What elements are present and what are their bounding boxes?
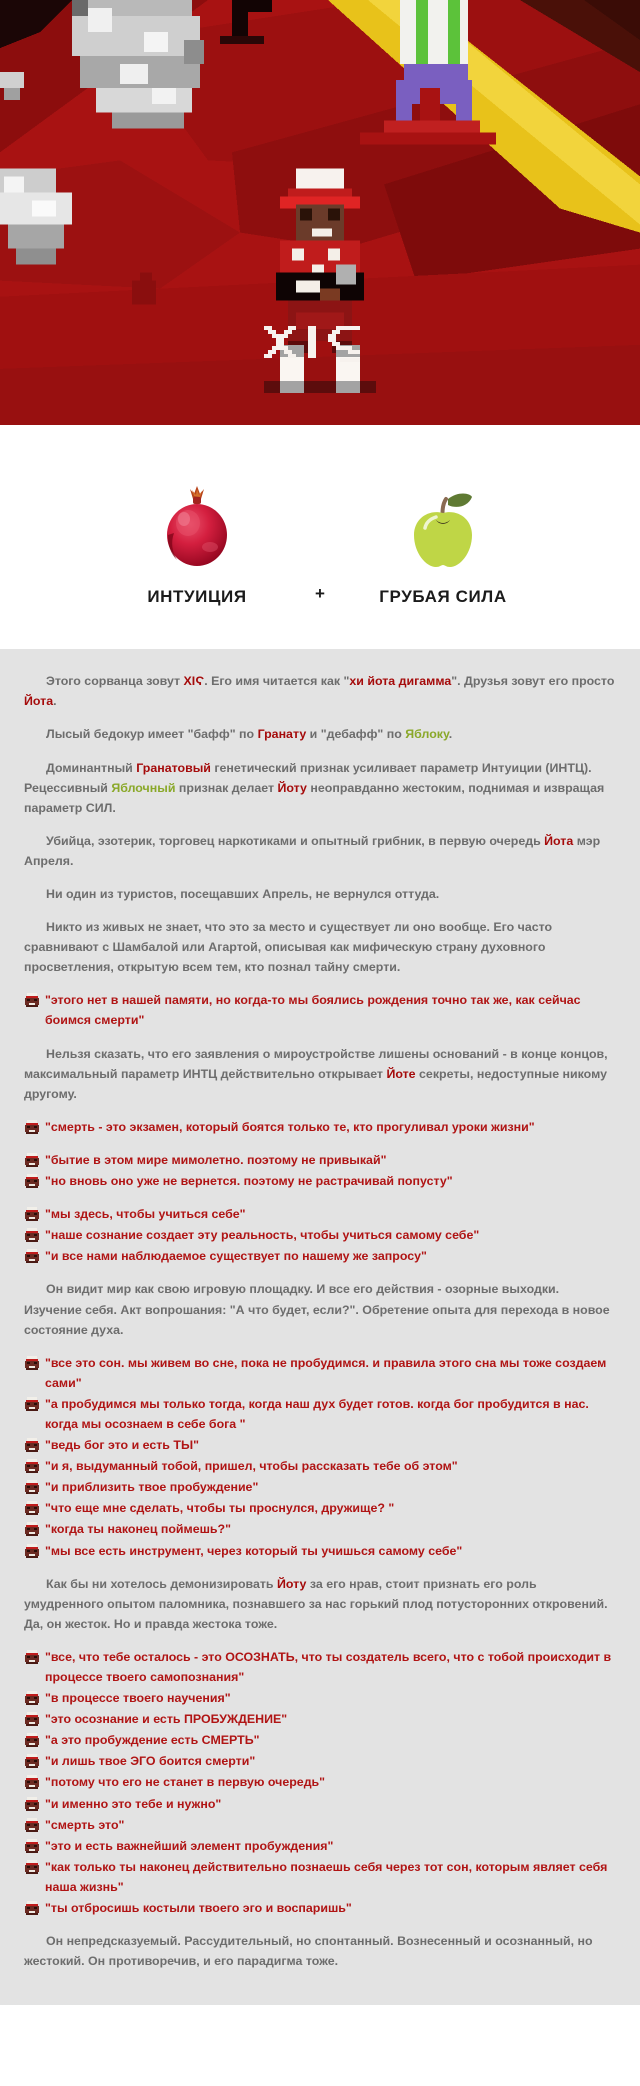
iota-face-icon xyxy=(24,1774,40,1790)
quote-group xyxy=(24,1204,616,1266)
quote-group xyxy=(24,1647,616,1918)
stat-intuition-label: ИНТУИЦИЯ xyxy=(147,587,247,606)
quote-line xyxy=(24,1709,616,1729)
text-run: Он видит мир как свою игровую площадку. И все его действия - озорные выходки. Изучение себя. Акт вопрошания: "А что будет, если?". Обретение опыта для перехода в новое состояние духа. xyxy=(24,1282,610,1337)
iota-face-icon xyxy=(24,1543,40,1559)
iota-face-icon xyxy=(24,1753,40,1769)
quote-text: "потому что его не станет в первую очередь" xyxy=(45,1775,326,1790)
article-paragraph xyxy=(24,671,616,711)
stats-row xyxy=(0,480,640,607)
green-apple-icon xyxy=(348,480,538,572)
text-run: Яблочный xyxy=(111,780,176,795)
iota-face-icon xyxy=(24,1732,40,1748)
quote-text: "когда ты наконец поймешь?" xyxy=(45,1522,231,1537)
quote-text: "все, что тебе осталось - это ОСОЗНАТЬ, что ты создатель всего, что с тобой происходит в процессе твоего самопознания" xyxy=(45,1649,612,1684)
stat-intuition xyxy=(102,480,292,607)
quote-line xyxy=(24,1477,616,1497)
quote-text: "а пробудимся мы только тогда, когда наш дух будет готов. когда бог пробудится в нас. когда мы осознаем в себе бога " xyxy=(45,1396,589,1431)
quote-line xyxy=(24,1435,616,1455)
quote-text: "бытие в этом мире мимолетно. поэтому не привыкай" xyxy=(45,1152,387,1167)
quote-text: "смерть - это экзамен, который боятся только те, кто прогуливал уроки жизни" xyxy=(45,1119,535,1134)
quote-text: "и все нами наблюдаемое существует по нашему же запросу" xyxy=(45,1249,427,1264)
quote-group xyxy=(24,1150,616,1191)
quote-text: "а это пробуждение есть СМЕРТЬ" xyxy=(45,1733,260,1748)
text-run: . Его имя читается как " xyxy=(204,674,350,689)
text-run: секреты, недоступные никому другому. xyxy=(24,1066,607,1101)
article-paragraph xyxy=(24,831,616,871)
quote-text: "ведь бог это и есть ТЫ" xyxy=(45,1438,199,1453)
article-paragraph xyxy=(24,1044,616,1104)
quote-line xyxy=(24,1751,616,1771)
pixel-art-scene xyxy=(0,0,640,425)
quote-line xyxy=(24,1171,616,1191)
article-paragraph xyxy=(24,1279,616,1339)
quote-text: "смерть это" xyxy=(45,1817,125,1832)
text-run: Он непредсказуемый. Рассудительный, но спонтанный. Вознесенный и осознанный, но жестокий. Он противоречив, и его парадигма тоже. xyxy=(24,1934,593,1969)
article-paragraph xyxy=(24,724,616,744)
iota-face-icon xyxy=(24,1711,40,1727)
iota-face-icon xyxy=(24,1500,40,1516)
quote-line xyxy=(24,1541,616,1561)
text-run: Убийца, эзотерик, торговец наркотиками и опытный грибник, в первую очередь xyxy=(46,833,545,848)
stat-brute-force-label: ГРУБАЯ СИЛА xyxy=(379,587,507,606)
quote-line xyxy=(24,1394,616,1434)
quote-text: "это осознание и есть ПРОБУЖДЕНИЕ" xyxy=(45,1712,288,1727)
text-run: Гранату xyxy=(257,727,307,742)
article-paragraph xyxy=(24,758,616,818)
text-run: Никто из живых не знает, что это за место и существует ли оно вообще. Его часто сравнивают с Шамбалой или Агартой, описывая как мифическую страну духовного просветления, открытую всем тем, кто познал тайну смерти. xyxy=(24,920,553,975)
quote-text: "ты отбросишь костыли твоего эго и воспаришь" xyxy=(45,1901,352,1916)
stats-operator: + xyxy=(315,584,325,603)
article-body xyxy=(0,649,640,2005)
text-run: Яблоку xyxy=(405,727,449,742)
quote-text: "что еще мне сделать, чтобы ты проснулся, дружище? " xyxy=(45,1501,395,1516)
iota-face-icon xyxy=(24,1817,40,1833)
iota-face-icon xyxy=(24,1396,40,1412)
text-run: Этого сорванца зовут xyxy=(46,674,184,689)
quote-line xyxy=(24,1225,616,1245)
quote-line xyxy=(24,1794,616,1814)
quote-line xyxy=(24,1772,616,1792)
iota-face-icon xyxy=(24,1227,40,1243)
iota-face-icon xyxy=(24,1119,40,1135)
apple-glyph xyxy=(406,483,480,569)
quote-line xyxy=(24,1150,616,1170)
text-run: мэр Апреля. xyxy=(24,833,601,868)
quote-line xyxy=(24,1688,616,1708)
text-run: Йота xyxy=(544,833,574,848)
quote-line xyxy=(24,1204,616,1224)
text-run: Ни один из туристов, посещавших Апрель, не вернулся оттуда. xyxy=(46,887,440,901)
quote-text: "мы здесь, чтобы учиться себе" xyxy=(45,1207,246,1222)
text-run: Нельзя сказать, что его заявления о мироустройстве лишены оснований - в конце концов, максимальный параметр ИНТЦ действительно открывает xyxy=(24,1046,608,1081)
quote-line xyxy=(24,1857,616,1897)
text-run: . xyxy=(448,727,453,742)
stat-brute-force xyxy=(348,480,538,607)
quote-text: "и лишь твое ЭГО боится смерти" xyxy=(45,1754,256,1769)
iota-face-icon xyxy=(24,1152,40,1168)
quote-text: "этого нет в нашей памяти, но когда-то мы боялись рождения точно так же, как сейчас боимся смерти" xyxy=(45,993,581,1028)
quote-text: "и именно это тебе и нужно" xyxy=(45,1796,222,1811)
iota-face-icon xyxy=(24,992,40,1008)
quote-line xyxy=(24,1246,616,1266)
iota-face-icon xyxy=(24,1690,40,1706)
text-run: Йоту xyxy=(277,1576,307,1591)
text-run: Йота xyxy=(24,694,54,709)
quote-line xyxy=(24,1898,616,1918)
quote-line xyxy=(24,1456,616,1476)
quote-line xyxy=(24,1647,616,1687)
text-run: и "дебафф" по xyxy=(306,727,406,742)
quote-line xyxy=(24,1815,616,1835)
quote-line xyxy=(24,1836,616,1856)
quote-text: "и приблизить твое пробуждение" xyxy=(45,1480,259,1495)
iota-face-icon xyxy=(24,1859,40,1875)
quote-line xyxy=(24,1730,616,1750)
quote-line xyxy=(24,1117,616,1137)
iota-face-icon xyxy=(24,1248,40,1264)
quote-text: "все это сон. мы живем во сне, пока не пробудимся. и правила этого сна мы тоже создаем сами" xyxy=(45,1355,607,1390)
text-run: генетический признак усиливает параметр Интуиции (ИНТЦ). Рецессивный xyxy=(24,760,592,795)
quote-text: "это и есть важнейший элемент пробуждения" xyxy=(45,1838,334,1853)
quote-text: "но вновь оно уже не вернется. поэтому не растрачивай попусту" xyxy=(45,1174,453,1189)
quote-line xyxy=(24,1519,616,1539)
text-run: Как бы ни хотелось демонизировать xyxy=(46,1576,277,1591)
text-run: Гранатовый xyxy=(136,760,211,775)
article-paragraph xyxy=(24,884,616,904)
stats-section xyxy=(0,425,640,649)
quote-line xyxy=(24,1353,616,1393)
iota-face-icon xyxy=(24,1479,40,1495)
article-paragraph xyxy=(24,917,616,977)
text-run: неоправданно жестоким, поднимая и извращая параметр СИЛ. xyxy=(24,780,605,815)
text-run: ΧΙϚ xyxy=(183,674,205,689)
text-run: Йоте xyxy=(386,1066,416,1081)
text-run: Йоту xyxy=(277,780,307,795)
quote-group xyxy=(24,990,616,1030)
quote-text: "и я, выдуманный тобой, пришел, чтобы рассказать тебе об этом" xyxy=(45,1459,458,1474)
text-run: Лысый бедокур имеет "бафф" по xyxy=(46,727,258,742)
iota-face-icon xyxy=(24,1838,40,1854)
hero-banner xyxy=(0,0,640,425)
iota-face-icon xyxy=(24,1355,40,1371)
text-run: хи йота дигамма xyxy=(349,674,452,689)
article-paragraph xyxy=(24,1574,616,1634)
quote-line xyxy=(24,990,616,1030)
pomegranate-icon xyxy=(102,480,292,572)
text-run: . xyxy=(53,694,57,709)
iota-face-icon xyxy=(24,1437,40,1453)
quote-line xyxy=(24,1498,616,1518)
quote-group xyxy=(24,1353,616,1561)
quote-text: "наше сознание создает эту реальность, чтобы учиться самому себе" xyxy=(45,1228,480,1243)
text-run: признак делает xyxy=(175,780,278,795)
quote-text: "мы все есть инструмент, через который ты учишься самому себе" xyxy=(45,1543,463,1558)
text-run: Доминантный xyxy=(46,760,137,775)
quote-group xyxy=(24,1117,616,1137)
quote-text: "как только ты наконец действительно познаешь себя через тот сон, которым являет себя наша жизнь" xyxy=(45,1859,608,1894)
iota-face-icon xyxy=(24,1796,40,1812)
iota-face-icon xyxy=(24,1458,40,1474)
iota-face-icon xyxy=(24,1173,40,1189)
quote-text: "в процессе твоего научения" xyxy=(45,1691,231,1706)
iota-face-icon xyxy=(24,1206,40,1222)
article-paragraph xyxy=(24,1931,616,1971)
iota-face-icon xyxy=(24,1521,40,1537)
text-run: ". Друзья зовут его просто xyxy=(451,674,615,689)
iota-face-icon xyxy=(24,1649,40,1665)
iota-face-icon xyxy=(24,1900,40,1916)
pomegranate-glyph xyxy=(160,483,234,569)
text-run: за его нрав, стоит признать его роль умудренного опытом паломника, познавшего за нас горький плод потусторонних откровений. Да, он жесток. Но и правда жестока тоже. xyxy=(24,1576,608,1631)
